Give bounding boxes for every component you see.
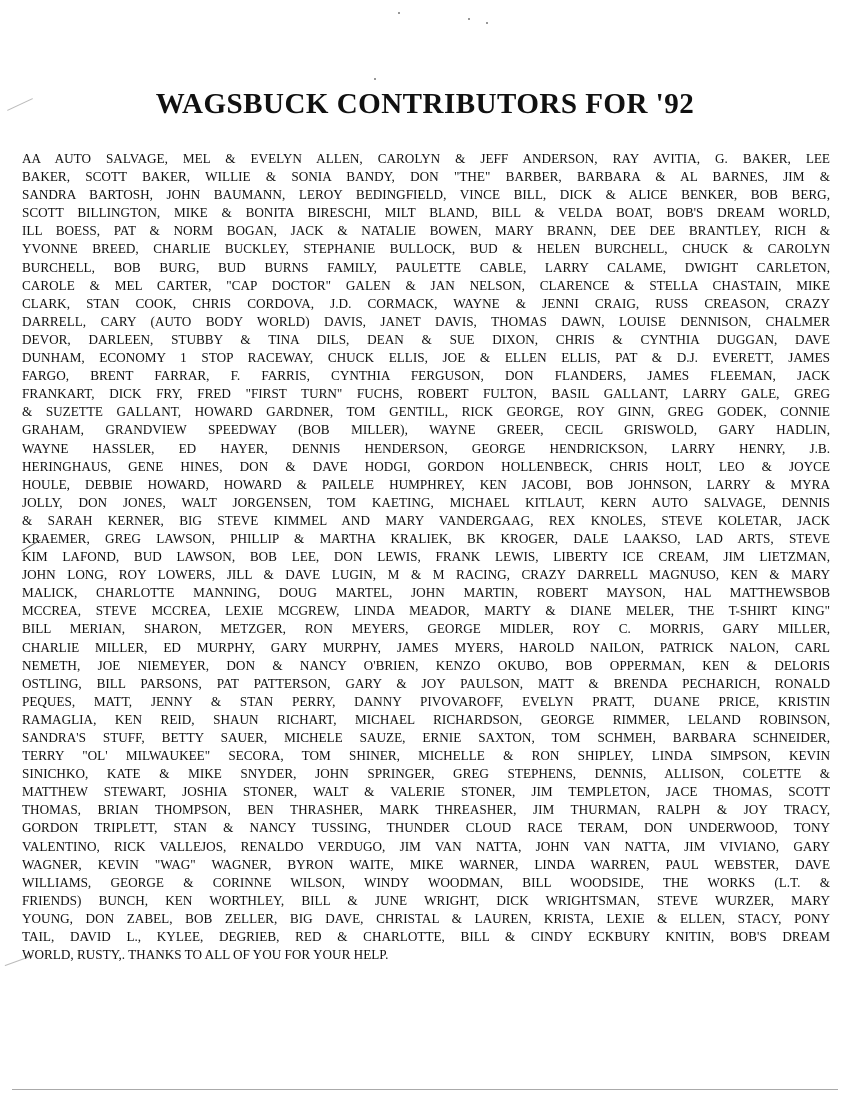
contributor-line: RAMAGLIA, KEN REID, SHAUN RICHART, MICHAEL RICHARDSON, GEORGE RIMMER, LELAND ROBINSON,	[22, 711, 830, 727]
contributor-line: SCOTT BILLINGTON, MIKE & BONITA BIRESCHI, MILT BLAND, BILL & VELDA BOAT, BOB'S DREAM WORLD,	[22, 205, 830, 221]
contributor-line: SANDRA'S STUFF, BETTY SAUER, MICHELE SAUZE, ERNIE SAXTON, TOM SCHMEH, BARBARA SCHNEIDER,	[22, 730, 830, 745]
contributor-line: AA AUTO SALVAGE, MEL & EVELYN ALLEN, CAROLYN & JEFF ANDERSON, RAY AVITIA, G. BAKER, LEE	[22, 151, 830, 166]
scan-speck	[398, 12, 400, 14]
contributor-line: HOULE, DEBBIE HOWARD, HOWARD & PAILELE HUMPHREY, KEN JACOBI, BOB JOHNSON, LARRY & MYRA	[22, 476, 830, 492]
contributor-line: & SUZETTE GALLANT, HOWARD GARDNER, TOM GENTILL, RICK GEORGE, ROY GINN, GREG GODEK, CONNIE	[22, 404, 830, 420]
contributor-line: OSTLING, BILL PARSONS, PAT PATTERSON, GARY & JOY PAULSON, MATT & BRENDA PECHARICH, RONALD	[22, 675, 830, 691]
contributor-line: FRANKART, DICK FRY, FRED "FIRST TURN" FUCHS, ROBERT FULTON, BASIL GALLANT, LARRY GALE, GREG	[22, 386, 830, 402]
contributor-line: THOMAS, BRIAN THOMPSON, BEN THRASHER, MARK THREASHER, JIM THURMAN, RALPH & JOY TRACY,	[22, 802, 830, 818]
contributor-line: HERINGHAUS, GENE HINES, DON & DAVE HODGI, GORDON HOLLENBECK, CHRIS HOLT, LEO & JOYCE	[22, 458, 830, 474]
contributor-line: YVONNE BREED, CHARLIE BUCKLEY, STEPHANIE BULLOCK, BUD & HELEN BURCHELL, CHUCK & CAROLYN	[22, 241, 830, 257]
contributor-line: WILLIAMS, GEORGE & CORINNE WILSON, WINDY WOODMAN, BILL WOODSIDE, THE WORKS (L.T. &	[22, 874, 830, 890]
contributor-line: WAYNE HASSLER, ED HAYER, DENNIS HENDERSON, GEORGE HENDRICKSON, LARRY HENRY, J.B.	[22, 440, 830, 456]
contributor-line: VALENTINO, RICK VALLEJOS, RENALDO VERDUGO, JIM VAN NATTA, JOHN VAN NATTA, JIM VIVIANO, GARY	[22, 838, 830, 854]
scan-edge-line	[12, 1089, 838, 1090]
contributor-line: FRIENDS) BUNCH, KEN WORTHLEY, BILL & JUNE WRIGHT, DICK WRIGHTSMAN, STEVE WURZER, MARY	[22, 892, 830, 908]
contributor-line: MCCREA, STEVE MCCREA, LEXIE MCGREW, LINDA MEADOR, MARTY & DIANE MELER, THE T-SHIRT KING"	[22, 603, 830, 619]
contributor-line: FARGO, BRENT FARRAR, F. FARRIS, CYNTHIA FERGUSON, DON FLANDERS, JAMES FLEEMAN, JACK	[22, 368, 830, 384]
contributor-list	[22, 150, 830, 964]
contributor-line: WAGNER, KEVIN "WAG" WAGNER, BYRON WAITE, MIKE WARNER, LINDA WARREN, PAUL WEBSTER, DAVE	[22, 856, 830, 872]
scan-speck	[486, 22, 488, 24]
contributor-line: ILL BOESS, PAT & NORM BOGAN, JACK & NATALIE BOWEN, MARY BRANN, DEE DEE BRANTLEY, RICH &	[22, 223, 830, 239]
contributor-line: & SARAH KERNER, BIG STEVE KIMMEL AND MARY VANDERGAAG, REX KNOLES, STEVE KOLETAR, JACK	[22, 512, 830, 528]
contributor-line: BILL MERIAN, SHARON, METZGER, RON MEYERS, GEORGE MIDLER, ROY C. MORRIS, GARY MILLER,	[22, 621, 830, 637]
page-title: WAGSBUCK CONTRIBUTORS FOR '92	[155, 88, 695, 120]
contributor-line: SINICHKO, KATE & MIKE SNYDER, JOHN SPRINGER, GREG STEPHENS, DENNIS, ALLISON, COLETTE &	[22, 766, 830, 782]
contributor-line: PEQUES, MATT, JENNY & STAN PERRY, DANNY PIVOVAROFF, EVELYN PRATT, DUANE PRICE, KRISTIN	[22, 693, 830, 709]
contributor-line: JOHN LONG, ROY LOWERS, JILL & DAVE LUGIN, M & M RACING, CRAZY DARRELL MAGNUSO, KEN & MARY	[22, 567, 830, 583]
contributor-line: JOLLY, DON JONES, WALT JORGENSEN, TOM KAETING, MICHAEL KITLAUT, KERN AUTO SALVAGE, DENNIS	[22, 494, 830, 510]
contributor-line: TERRY "OL' MILWAUKEE" SECORA, TOM SHINER, MICHELLE & RON SHIPLEY, LINDA SIMPSON, KEVIN	[22, 748, 830, 764]
contributor-line: CHARLIE MILLER, ED MURPHY, GARY MURPHY, JAMES MYERS, HAROLD NAILON, PATRICK NALON, CARL	[22, 639, 830, 655]
contributor-line: CAROLE & MEL CARTER, "CAP DOCTOR" GALEN & JAN NELSON, CLARENCE & STELLA CHASTAIN, MIKE	[22, 277, 830, 293]
contributor-line: YOUNG, DON ZABEL, BOB ZELLER, BIG DAVE, CHRISTAL & LAUREN, KRISTA, LEXIE & ELLEN, STACY, PONY	[22, 910, 830, 926]
contributor-line: BURCHELL, BOB BURG, BUD BURNS FAMILY, PAULETTE CABLE, LARRY CALAME, DWIGHT CARLETON,	[22, 259, 830, 275]
contributor-line: SANDRA BARTOSH, JOHN BAUMANN, LEROY BEDINGFIELD, VINCE BILL, DICK & ALICE BENKER, BOB BERG,	[22, 187, 830, 203]
contributor-line: DEVOR, DARLEEN, STUBBY & TINA DILS, DEAN & SUE DIXON, CHRIS & CYNTHIA DUGGAN, DAVE	[22, 331, 830, 347]
contributor-line: BAKER, SCOTT BAKER, WILLIE & SONIA BANDY, DON "THE" BARBER, BARBARA & AL BARNES, JIM &	[22, 169, 830, 185]
contributor-line: MATTHEW STEWART, JOSHIA STONER, WALT & VALERIE STONER, JIM TEMPLETON, JACE THOMAS, SCOTT	[22, 784, 830, 800]
contributor-line: MALICK, CHARLOTTE MANNING, DOUG MARTEL, JOHN MARTIN, ROBERT MAYSON, HAL MATTHEWSBOB	[22, 585, 830, 601]
contributor-line: WORLD, RUSTY,. THANKS TO ALL OF YOU FOR YOUR HELP.	[22, 947, 389, 963]
contributor-line: CLARK, STAN COOK, CHRIS CORDOVA, J.D. CORMACK, WAYNE & JENNI CRAIG, RUSS CREASON, CRAZY	[22, 295, 830, 311]
scan-speck	[468, 18, 470, 20]
contributor-line: TAIL, DAVID L., KYLEE, DEGRIEB, RED & CHARLOTTE, BILL & CINDY ECKBURY KNITIN, BOB'S DREAM	[22, 929, 830, 945]
contributor-line: NEMETH, JOE NIEMEYER, DON & NANCY O'BRIEN, KENZO OKUBO, BOB OPPERMAN, KEN & DELORIS	[22, 657, 830, 673]
contributor-line: KIM LAFOND, BUD LAWSON, BOB LEE, DON LEWIS, FRANK LEWIS, LIBERTY ICE CREAM, JIM LIETZMAN,	[22, 549, 830, 565]
contributor-line: KRAEMER, GREG LAWSON, PHILLIP & MARTHA KRALIEK, BK KROGER, DALE LAAKSO, LAD ARTS, STEVE	[22, 530, 830, 546]
scan-speck	[374, 78, 376, 80]
contributor-line: GRAHAM, GRANDVIEW SPEEDWAY (BOB MILLER), WAYNE GREER, CECIL GRISWOLD, GARY HADLIN,	[22, 422, 830, 438]
contributor-line: DUNHAM, ECONOMY 1 STOP RACEWAY, CHUCK ELLIS, JOE & ELLEN ELLIS, PAT & D.J. EVERETT, JAMES	[22, 350, 830, 366]
contributor-line: GORDON TRIPLETT, STAN & NANCY TUSSING, THUNDER CLOUD RACE TERAM, DON UNDERWOOD, TONY	[22, 820, 830, 836]
contributor-line: DARRELL, CARY (AUTO BODY WORLD) DAVIS, JANET DAVIS, THOMAS DAWN, LOUISE DENNISON, CHALMER	[22, 313, 830, 329]
